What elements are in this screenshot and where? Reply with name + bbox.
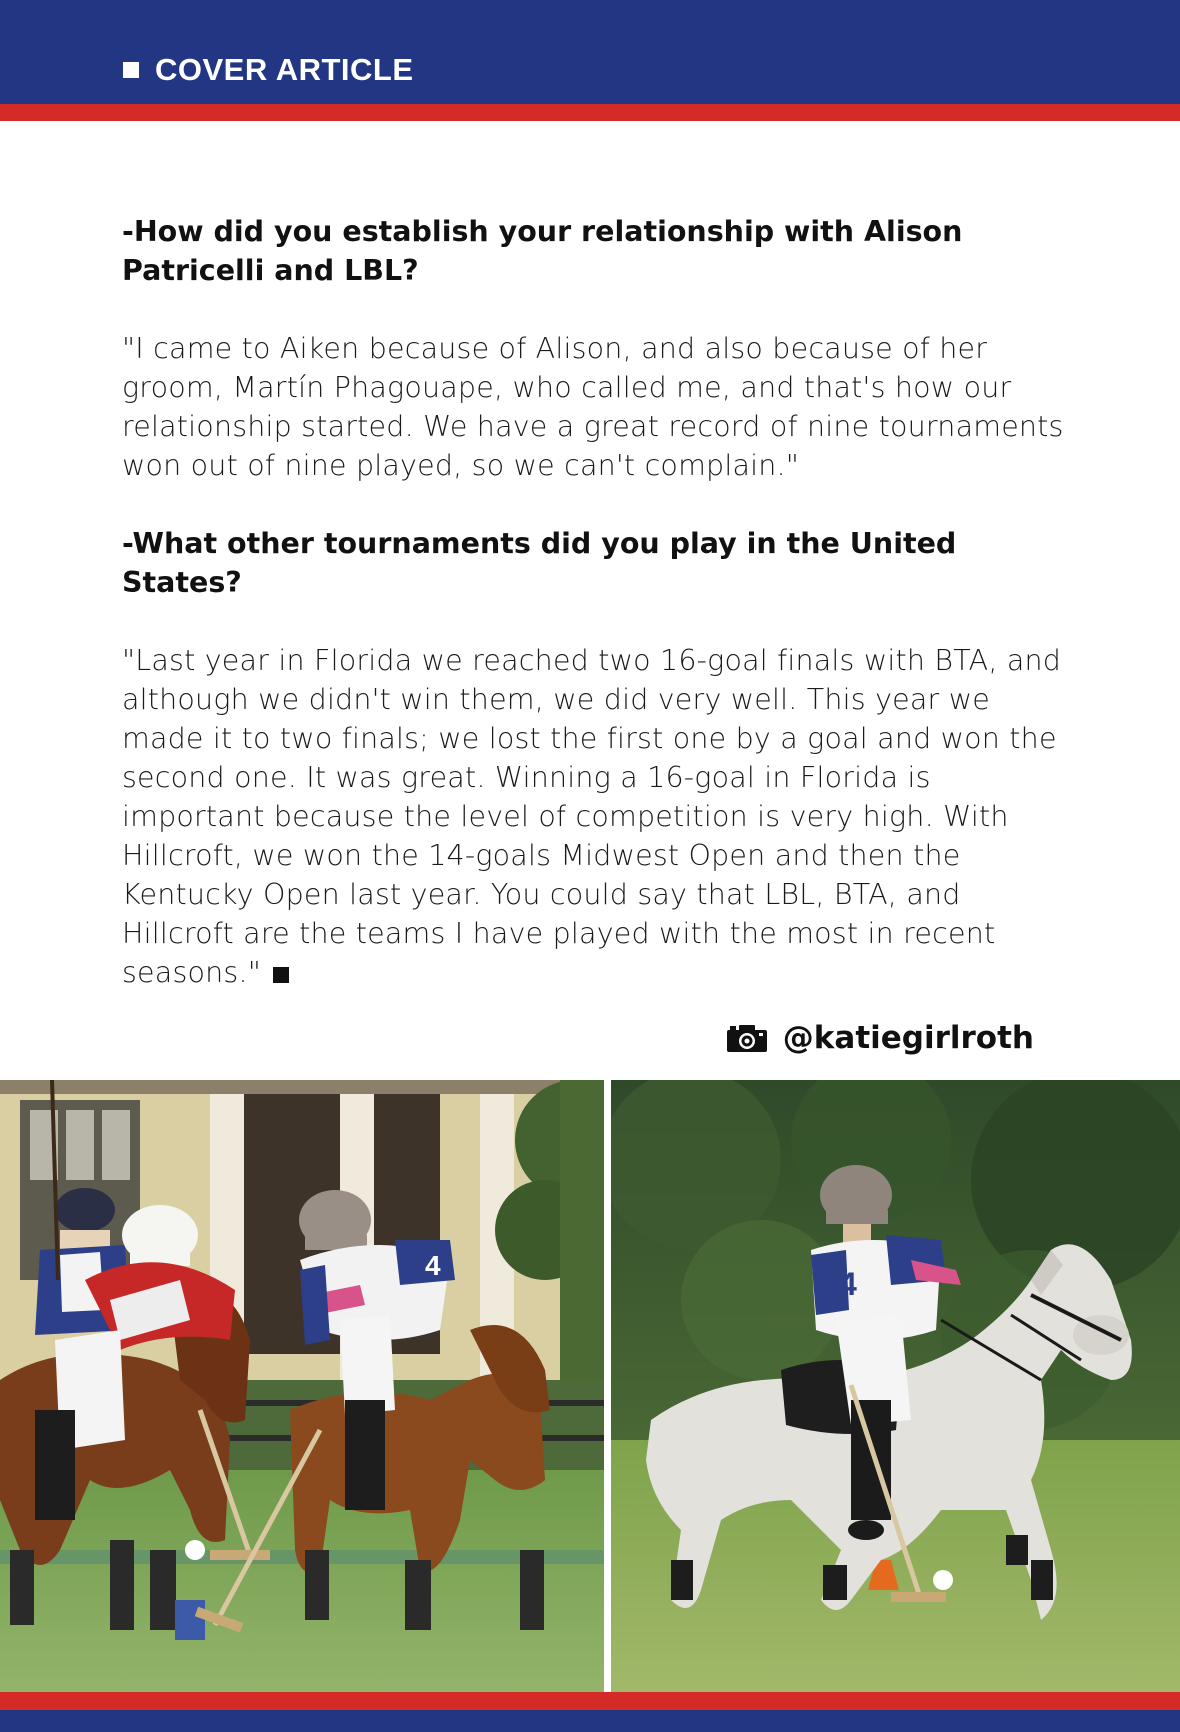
question-2: -What other tournaments did you play in the United States? (122, 527, 957, 599)
end-mark-icon (273, 967, 289, 983)
photo-credit (727, 1016, 1034, 1060)
polo-photo-left (0, 1080, 604, 1692)
section-label (123, 48, 414, 92)
camera-icon (727, 1024, 767, 1052)
answer-1: "I came to Aiken because of Alison, and also because of her groom, Martín Phagouape, who called me, and that's how our relationship started. We have a great record of nine tournaments won out of nine played, so we can't complain." (122, 332, 1064, 482)
credit-handle: @katiegirlroth (782, 1020, 1034, 1056)
footer-stripe (0, 1692, 1180, 1710)
polo-player-grey-horse-image (611, 1080, 1180, 1692)
section-label-text: COVER ARTICLE (155, 52, 414, 87)
polo-photo-right (611, 1080, 1180, 1692)
square-bullet-icon (123, 62, 139, 78)
left-jersey-number: 4 (425, 1250, 441, 1281)
question-1: -How did you establish your relationship with Alison Patricelli and LBL? (122, 215, 963, 287)
answer-2 (122, 641, 1067, 992)
header-stripe (0, 104, 1180, 121)
article-body (122, 212, 1067, 992)
polo-players-group-image (0, 1080, 604, 1692)
footer-bar (0, 1710, 1180, 1732)
right-jersey-number: 4 (839, 1266, 857, 1302)
answer-2-text: "Last year in Florida we reached two 16-goal finals with BTA, and although we didn't win them, we did very well. This year we made it to two finals; we lost the first one by a goal and won the second one. It was great. Winning a 16-goal in Florida is important because the level of competition is very high. With Hillcroft, we won the 14-goals Midwest Open and then the Kentucky Open last year. You could say that LBL, BTA, and Hillcroft are the teams I have played with the most in recent seasons." (122, 644, 1062, 989)
